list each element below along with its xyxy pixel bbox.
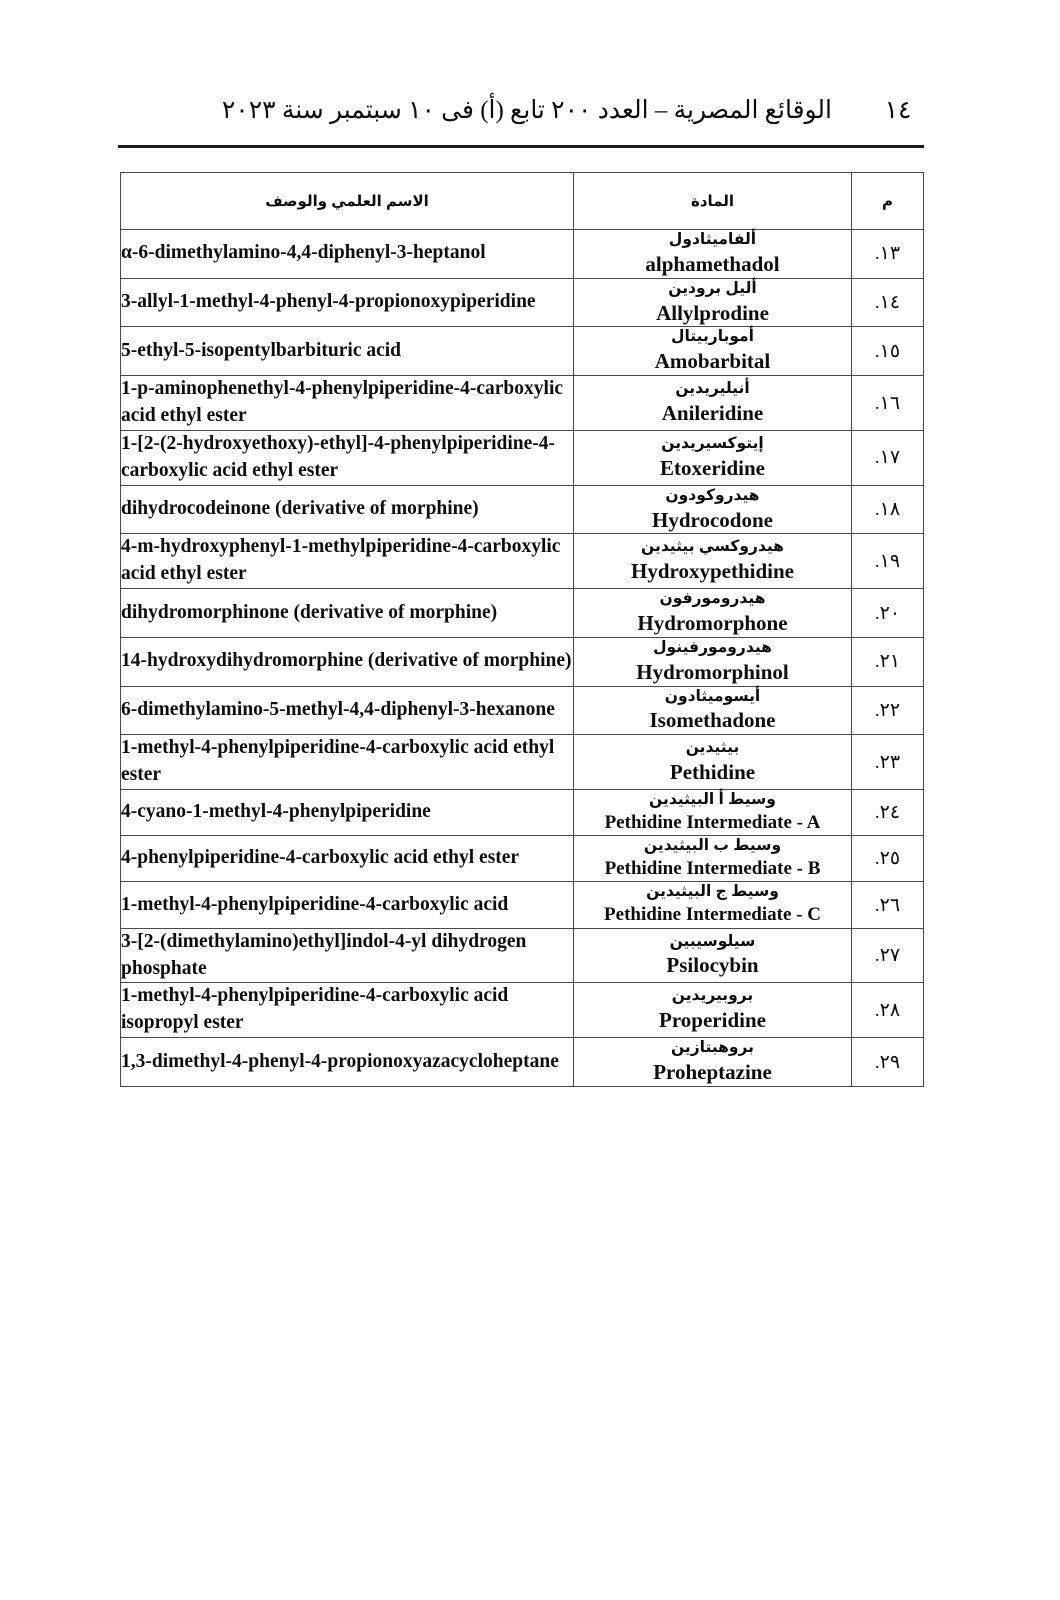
table-row bbox=[121, 278, 924, 327]
substance-name-arabic: أليل برودين bbox=[668, 279, 757, 297]
table-header-row bbox=[121, 173, 924, 230]
substance-name-cell bbox=[574, 230, 852, 279]
substance-name-cell bbox=[574, 589, 852, 638]
row-number-cell: ٢٢. bbox=[852, 686, 924, 735]
row-number-cell: ٢٣. bbox=[852, 735, 924, 790]
scientific-description-cell: 1-methyl-4-phenylpiperidine-4-carboxylic acid bbox=[121, 882, 574, 928]
table-row bbox=[121, 485, 924, 534]
scientific-description-cell: 4-phenylpiperidine-4-carboxylic acid ethyl ester bbox=[121, 836, 574, 882]
substance-name-cell bbox=[574, 327, 852, 376]
table-row bbox=[121, 735, 924, 790]
substance-name-arabic: إيتوكسيريدين bbox=[661, 434, 764, 452]
substance-name-cell bbox=[574, 790, 852, 836]
substance-name-cell bbox=[574, 278, 852, 327]
substance-name-arabic: وسيط أ البيثيدين bbox=[649, 791, 776, 809]
table-body bbox=[121, 230, 924, 1087]
substance-name-cell bbox=[574, 376, 852, 431]
row-number-cell: ٢١. bbox=[852, 637, 924, 686]
scientific-description-cell: dihydrocodeinone (derivative of morphine) bbox=[121, 485, 574, 534]
row-number-cell: ٢٥. bbox=[852, 836, 924, 882]
scientific-description-cell: 1-[2-(2-hydroxyethoxy)-ethyl]-4-phenylpiperidine-4-carboxylic acid ethyl ester bbox=[121, 430, 574, 485]
substance-name-english: Amobarbital bbox=[654, 349, 771, 374]
substance-name-arabic: وسيط ج البيثيدين bbox=[646, 883, 779, 901]
substance-name-english: Psilocybin bbox=[666, 953, 759, 978]
table-row bbox=[121, 1038, 924, 1087]
scientific-description-cell: 4-m-hydroxyphenyl-1-methylpiperidine-4-carboxylic acid ethyl ester bbox=[121, 534, 574, 589]
table-row bbox=[121, 790, 924, 836]
row-number-cell: ٢٠. bbox=[852, 589, 924, 638]
substance-name-english: Hydromorphone bbox=[637, 611, 788, 636]
scientific-description-cell: 1,3-dimethyl-4-phenyl-4-propionoxyazacycloheptane bbox=[121, 1038, 574, 1087]
row-number-cell: ٢٧. bbox=[852, 928, 924, 983]
scientific-description-cell: 3-[2-(dimethylamino)ethyl]indol-4-yl dihydrogen phosphate bbox=[121, 928, 574, 983]
substance-name-arabic: بروبيريدين bbox=[671, 987, 754, 1005]
substance-name-arabic: هيدرومورفينول bbox=[653, 638, 772, 656]
substance-name-arabic: سيلوسيبين bbox=[669, 932, 756, 950]
substance-name-cell bbox=[574, 882, 852, 928]
row-number-cell: ٢٤. bbox=[852, 790, 924, 836]
table-row bbox=[121, 882, 924, 928]
row-number-cell: ١٦. bbox=[852, 376, 924, 431]
substance-name-arabic: أيسوميثادون bbox=[664, 687, 761, 705]
substance-name-english: Pethidine Intermediate - B bbox=[604, 858, 821, 880]
row-number-cell: ١٥. bbox=[852, 327, 924, 376]
scientific-description-cell: 5-ethyl-5-isopentylbarbituric acid bbox=[121, 327, 574, 376]
page-header bbox=[120, 88, 930, 132]
column-header-description: الاسم العلمي والوصف bbox=[121, 173, 574, 230]
substance-name-cell bbox=[574, 983, 852, 1038]
substance-name-cell bbox=[574, 928, 852, 983]
substance-name-english: Pethidine bbox=[669, 760, 756, 785]
drug-schedule-table bbox=[120, 172, 924, 1087]
row-number-cell: ٢٩. bbox=[852, 1038, 924, 1087]
substance-name-english: Hydrocodone bbox=[652, 507, 773, 532]
substance-name-english: Hydromorphinol bbox=[636, 659, 789, 684]
substance-name-cell bbox=[574, 430, 852, 485]
substance-name-cell bbox=[574, 637, 852, 686]
substance-name-cell bbox=[574, 534, 852, 589]
substance-name-english: Pethidine Intermediate - A bbox=[604, 812, 821, 833]
substance-name-cell bbox=[574, 735, 852, 790]
table-row bbox=[121, 686, 924, 735]
table-row bbox=[121, 928, 924, 983]
substance-name-english: Etoxeridine bbox=[660, 455, 765, 480]
substance-name-english: Proheptazine bbox=[653, 1060, 772, 1085]
page-header-title: الوقائع المصرية – العدد ٢٠٠ تابع (أ) فى ١٠ سبتمبر سنة ٢٠٢٣ bbox=[221, 97, 832, 124]
substance-name-english: Pethidine Intermediate - C bbox=[604, 904, 821, 926]
scientific-description-cell: 1-p-aminophenethyl-4-phenylpiperidine-4-carboxylic acid ethyl ester bbox=[121, 376, 574, 431]
row-number-cell: ١٨. bbox=[852, 485, 924, 534]
drug-schedule-table-wrapper bbox=[120, 172, 923, 1087]
row-number-cell: ١٣. bbox=[852, 230, 924, 279]
scientific-description-cell: 1-methyl-4-phenylpiperidine-4-carboxylic acid isopropyl ester bbox=[121, 983, 574, 1038]
scientific-description-cell: α-6-dimethylamino-4,4-diphenyl-3-heptanol bbox=[121, 230, 574, 279]
scientific-description-cell: 1-methyl-4-phenylpiperidine-4-carboxylic acid ethyl ester bbox=[121, 735, 574, 790]
substance-name-english: Isomethadone bbox=[649, 708, 776, 733]
substance-name-english: Anileridine bbox=[661, 400, 764, 425]
substance-name-english: Allylprodine bbox=[656, 300, 769, 325]
table-row bbox=[121, 376, 924, 431]
substance-name-english: alphamethadol bbox=[645, 251, 780, 276]
substance-name-arabic: ألفاميثادول bbox=[668, 231, 757, 248]
scientific-description-cell: 6-dimethylamino-5-methyl-4,4-diphenyl-3-hexanone bbox=[121, 686, 574, 735]
row-number-cell: ١٧. bbox=[852, 430, 924, 485]
substance-name-arabic: بيثيدين bbox=[685, 739, 740, 757]
scientific-description-cell: 14-hydroxydihydromorphine (derivative of morphine) bbox=[121, 637, 574, 686]
row-number-cell: ١٤. bbox=[852, 278, 924, 327]
substance-name-arabic: هيدروكودون bbox=[665, 486, 760, 504]
page-number: ١٤ bbox=[884, 97, 912, 124]
substance-name-cell bbox=[574, 686, 852, 735]
table-row bbox=[121, 327, 924, 376]
table-row bbox=[121, 983, 924, 1038]
substance-name-english: Hydroxypethidine bbox=[631, 559, 794, 584]
scientific-description-cell: 3-allyl-1-methyl-4-phenyl-4-propionoxypiperidine bbox=[121, 278, 574, 327]
header-divider-rule bbox=[118, 145, 924, 148]
table-row bbox=[121, 430, 924, 485]
substance-name-cell bbox=[574, 1038, 852, 1087]
table-row bbox=[121, 589, 924, 638]
substance-name-arabic: أموباربيتال bbox=[671, 328, 754, 346]
row-number-cell: ٢٨. bbox=[852, 983, 924, 1038]
table-row bbox=[121, 836, 924, 882]
substance-name-arabic: أنيليريدين bbox=[675, 380, 750, 398]
substance-name-arabic: بروهبتازين bbox=[670, 1039, 754, 1057]
table-row bbox=[121, 637, 924, 686]
scientific-description-cell: dihydromorphinone (derivative of morphine) bbox=[121, 589, 574, 638]
scientific-description-cell: 4-cyano-1-methyl-4-phenylpiperidine bbox=[121, 790, 574, 836]
substance-name-arabic: وسيط ب البيثيدين bbox=[643, 837, 782, 855]
row-number-cell: ٢٦. bbox=[852, 882, 924, 928]
substance-name-arabic: هيدرومورفون bbox=[659, 590, 766, 608]
column-header-number: م bbox=[852, 173, 924, 230]
table-row bbox=[121, 534, 924, 589]
column-header-material: المادة bbox=[574, 173, 852, 230]
substance-name-cell bbox=[574, 836, 852, 882]
substance-name-english: Properidine bbox=[659, 1008, 766, 1033]
row-number-cell: ١٩. bbox=[852, 534, 924, 589]
substance-name-arabic: هيدروكسي بيثيدين bbox=[641, 538, 784, 556]
table-row bbox=[121, 230, 924, 279]
substance-name-cell bbox=[574, 485, 852, 534]
